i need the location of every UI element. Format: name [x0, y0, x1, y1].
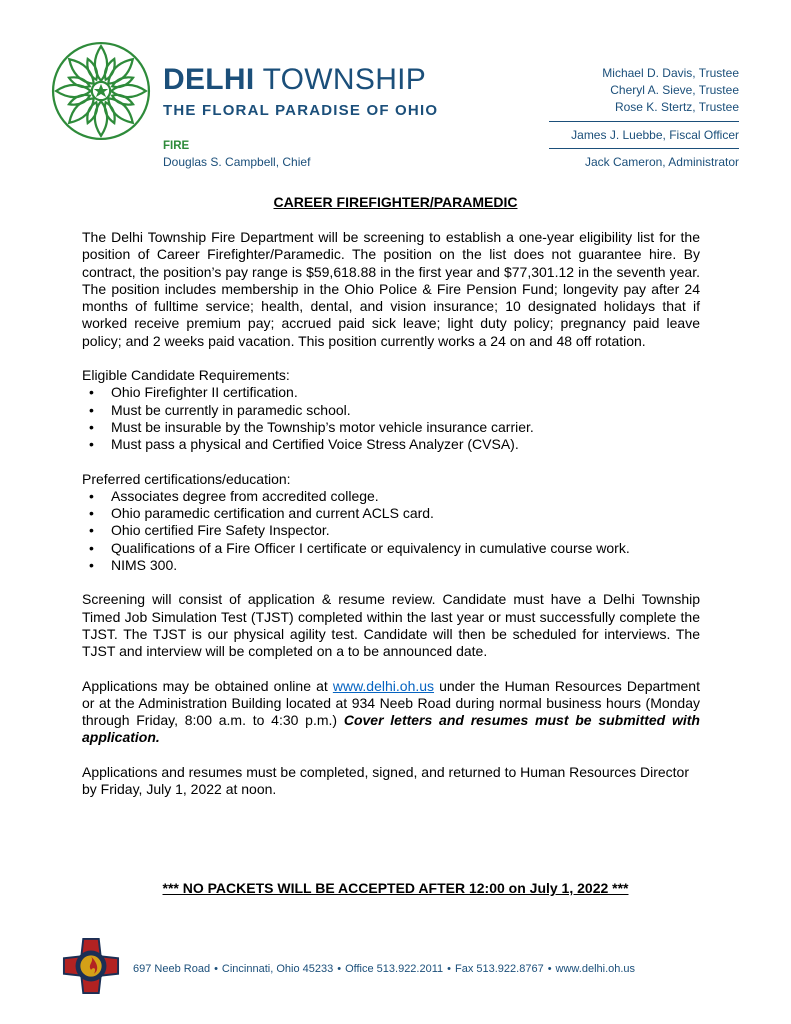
- requirements-list: [82, 384, 700, 453]
- requirements-heading: Eligible Candidate Requirements:: [82, 367, 290, 384]
- department-chief: Douglas S. Campbell, Chief: [163, 155, 311, 169]
- deadline-notice: *** NO PACKETS WILL BE ACCEPTED AFTER 12:00 on July 1, 2022 ***: [162, 880, 629, 896]
- footer-city: Cincinnati, Ohio 45233: [221, 963, 334, 975]
- deadline-paragraph: Applications and resumes must be completed, signed, and returned to Human Resources Director by Friday, July 1, 2022 at noon.: [82, 763, 689, 798]
- org-name-bold: DELHI: [163, 63, 255, 96]
- list-item: • Ohio paramedic certification and current ACLS card.: [82, 505, 700, 522]
- fiscal-officer: James J. Luebbe, Fiscal Officer: [571, 128, 739, 142]
- list-item: • Must be currently in paramedic school.: [82, 402, 700, 419]
- trustee-name: Cheryl A. Sieve, Trustee: [610, 83, 739, 97]
- list-item: • Must pass a physical and Certified Voice Stress Analyzer (CVSA).: [82, 436, 700, 453]
- delhi-township-flower-logo: [50, 40, 152, 142]
- officials-divider: [549, 121, 739, 122]
- list-item: • NIMS 300.: [82, 557, 700, 574]
- applications-emphasis: Cover letters and resumes must be submitted with application.: [82, 712, 700, 746]
- applications-paragraph: [82, 678, 700, 747]
- preferred-heading: Preferred certifications/education:: [82, 470, 291, 487]
- footer-fax: Fax 513.922.8767: [455, 963, 544, 975]
- footer-address: 697 Neeb Road: [133, 963, 211, 975]
- document-body: [82, 229, 700, 815]
- footer-separator: •: [447, 963, 451, 975]
- applications-text: under the Human Resources Department or at the Administration Building located at 934 Neeb Road during normal business hours (Monday through Friday, 8:00 a.m. to 4:30 p.m.): [82, 677, 700, 729]
- list-item: • Must be insurable by the Township’s motor vehicle insurance carrier.: [82, 419, 700, 436]
- org-title: [163, 63, 426, 97]
- officials-divider: [549, 148, 739, 149]
- org-tagline: THE FLORAL PARADISE OF OHIO: [163, 102, 439, 119]
- department-name: FIRE: [163, 140, 190, 152]
- footer-website: www.delhi.oh.us: [555, 963, 636, 975]
- applications-text: Applications may be obtained online at: [82, 677, 333, 694]
- footer-office-phone: Office 513.922.2011: [345, 963, 444, 975]
- org-name-rest: TOWNSHIP: [262, 63, 427, 96]
- footer-separator: •: [547, 963, 552, 975]
- list-item: • Qualifications of a Fire Officer I certificate or equivalency in cumulative course work.: [82, 540, 700, 557]
- fire-department-badge-icon: [62, 937, 120, 995]
- list-item: • Ohio Firefighter II certification.: [82, 384, 700, 401]
- intro-paragraph: The Delhi Township Fire Department will be screening to establish a one-year eligibility list for the position of Career Firefighter/Paramedic. The position on the list does not guarantee hire. By contract, the position’s pay range is $59,618.88 in the first year and $77,301.12 in the seventh year. The position includes membership in the Ohio Police & Fire Pension Fund; longevity pay after 24 months of fulltime service; health, dental, and vision insurance; 10 designated holidays that if worked receive premium pay; accrued paid sick leave; light duty policy; pregnancy paid leave policy; and 2 weeks paid vacation. This position currently works a 24 on and 48 off rotation.: [82, 229, 700, 349]
- website-link[interactable]: www.delhi.oh.us: [332, 677, 435, 694]
- screening-paragraph: Screening will consist of application & resume review. Candidate must have a Delhi Township Timed Job Simulation Test (TJST) completed within the last year or must successfully complete the TJST. The TJST is our physical agility test. Candidate will then be scheduled for interviews. The TJST and interview will be completed on a to be announced date.: [82, 591, 700, 660]
- preferred-list: [82, 488, 700, 574]
- footer-separator: •: [337, 963, 342, 975]
- footer-contact: [133, 963, 635, 975]
- trustee-name: Rose K. Stertz, Trustee: [614, 100, 739, 114]
- trustee-name: Michael D. Davis, Trustee: [602, 66, 739, 80]
- officials-block: [499, 65, 739, 170]
- footer-separator: •: [214, 963, 218, 975]
- list-item: • Associates degree from accredited college.: [82, 488, 700, 505]
- administrator: Jack Cameron, Administrator: [584, 155, 739, 169]
- document-title: CAREER FIREFIGHTER/PARAMEDIC: [273, 194, 518, 210]
- list-item: • Ohio certified Fire Safety Inspector.: [82, 522, 700, 539]
